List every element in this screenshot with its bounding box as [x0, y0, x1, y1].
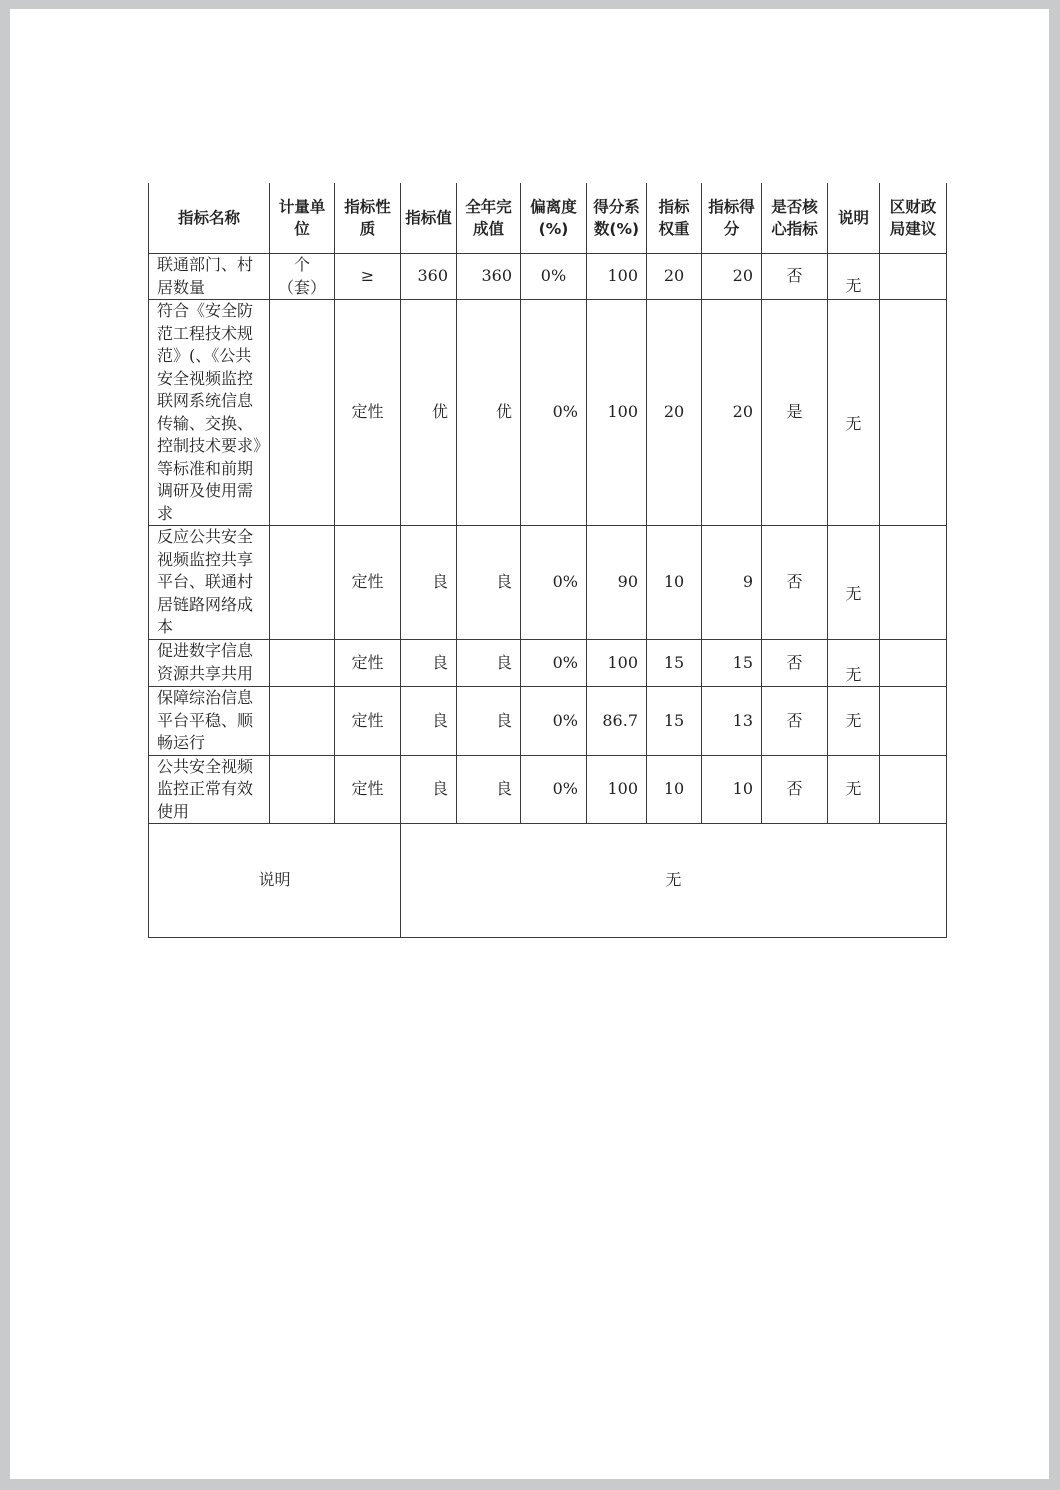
cell-core: 否 [762, 755, 828, 824]
cell-score: 9 [702, 526, 762, 640]
cell-core: 否 [762, 687, 828, 756]
cell-weight: 15 [647, 639, 702, 687]
cell-suggestion [880, 254, 947, 300]
cell-unit [270, 300, 335, 526]
header-nature: 指标性质 [335, 183, 401, 254]
table-row [149, 300, 947, 526]
cell-actual: 良 [457, 639, 521, 687]
cell-nature: 定性 [335, 687, 401, 756]
cell-core: 否 [762, 526, 828, 640]
cell-weight: 20 [647, 300, 702, 526]
footer-value: 无 [401, 824, 947, 938]
header-actual: 全年完成值 [457, 183, 521, 254]
cell-deviation: 0% [521, 639, 587, 687]
header-suggestion: 区财政局建议 [880, 183, 947, 254]
cell-weight: 10 [647, 526, 702, 640]
cell-actual: 良 [457, 687, 521, 756]
cell-suggestion [880, 755, 947, 824]
header-unit: 计量单位 [270, 183, 335, 254]
cell-core: 否 [762, 254, 828, 300]
cell-score: 20 [702, 254, 762, 300]
cell-name: 符合《安全防范工程技术规范》(、《公共安全视频监控联网系统信息传输、交换、控制技术要求》等标准和前期调研及使用需求 [149, 300, 270, 526]
cell-actual: 良 [457, 755, 521, 824]
cell-note: 无 [828, 254, 880, 300]
cell-nature: 定性 [335, 755, 401, 824]
header-target: 指标值 [401, 183, 457, 254]
cell-name: 保障综治信息平台平稳、顺畅运行 [149, 687, 270, 756]
cell-name: 促进数字信息资源共享共用 [149, 639, 270, 687]
cell-unit [270, 687, 335, 756]
cell-unit: 个（套） [270, 254, 335, 300]
cell-target: 良 [401, 639, 457, 687]
cell-coefficient: 100 [587, 300, 647, 526]
cell-unit [270, 526, 335, 640]
cell-deviation: 0% [521, 300, 587, 526]
performance-indicator-table [148, 183, 947, 938]
cell-coefficient: 90 [587, 526, 647, 640]
cell-note: 无 [828, 300, 880, 526]
cell-core: 否 [762, 639, 828, 687]
cell-name: 公共安全视频监控正常有效使用 [149, 755, 270, 824]
cell-coefficient: 100 [587, 254, 647, 300]
cell-suggestion [880, 300, 947, 526]
cell-target: 优 [401, 300, 457, 526]
header-core: 是否核心指标 [762, 183, 828, 254]
document-page [10, 9, 1049, 1479]
cell-target: 良 [401, 755, 457, 824]
cell-suggestion [880, 526, 947, 640]
cell-deviation: 0% [521, 254, 587, 300]
cell-actual: 优 [457, 300, 521, 526]
cell-weight: 10 [647, 755, 702, 824]
header-weight: 指标权重 [647, 183, 702, 254]
table-row [149, 755, 947, 824]
cell-actual: 360 [457, 254, 521, 300]
cell-nature: ≥ [335, 254, 401, 300]
cell-score: 10 [702, 755, 762, 824]
cell-note: 无 [828, 526, 880, 640]
table-row [149, 526, 947, 640]
cell-unit [270, 755, 335, 824]
cell-score: 15 [702, 639, 762, 687]
cell-weight: 20 [647, 254, 702, 300]
cell-score: 20 [702, 300, 762, 526]
cell-note: 无 [828, 687, 880, 756]
cell-nature: 定性 [335, 526, 401, 640]
table-row [149, 687, 947, 756]
cell-core: 是 [762, 300, 828, 526]
cell-unit [270, 639, 335, 687]
cell-target: 良 [401, 526, 457, 640]
cell-actual: 良 [457, 526, 521, 640]
cell-deviation: 0% [521, 526, 587, 640]
cell-target: 良 [401, 687, 457, 756]
cell-deviation: 0% [521, 687, 587, 756]
cell-suggestion [880, 639, 947, 687]
header-row [149, 183, 947, 254]
cell-coefficient: 100 [587, 755, 647, 824]
cell-coefficient: 86.7 [587, 687, 647, 756]
cell-nature: 定性 [335, 639, 401, 687]
header-deviation: 偏离度(%) [521, 183, 587, 254]
table-row [149, 639, 947, 687]
cell-deviation: 0% [521, 755, 587, 824]
cell-note: 无 [828, 755, 880, 824]
cell-coefficient: 100 [587, 639, 647, 687]
cell-score: 13 [702, 687, 762, 756]
header-score: 指标得分 [702, 183, 762, 254]
cell-weight: 15 [647, 687, 702, 756]
header-coefficient: 得分系数(%) [587, 183, 647, 254]
header-indicator-name: 指标名称 [149, 183, 270, 254]
cell-name: 反应公共安全视频监控共享平台、联通村居链路网络成本 [149, 526, 270, 640]
footer-row [149, 824, 947, 938]
cell-nature: 定性 [335, 300, 401, 526]
header-note: 说明 [828, 183, 880, 254]
cell-target: 360 [401, 254, 457, 300]
cell-suggestion [880, 687, 947, 756]
table-row [149, 254, 947, 300]
cell-note: 无 [828, 639, 880, 687]
footer-label: 说明 [149, 824, 401, 938]
cell-name: 联通部门、村居数量 [149, 254, 270, 300]
